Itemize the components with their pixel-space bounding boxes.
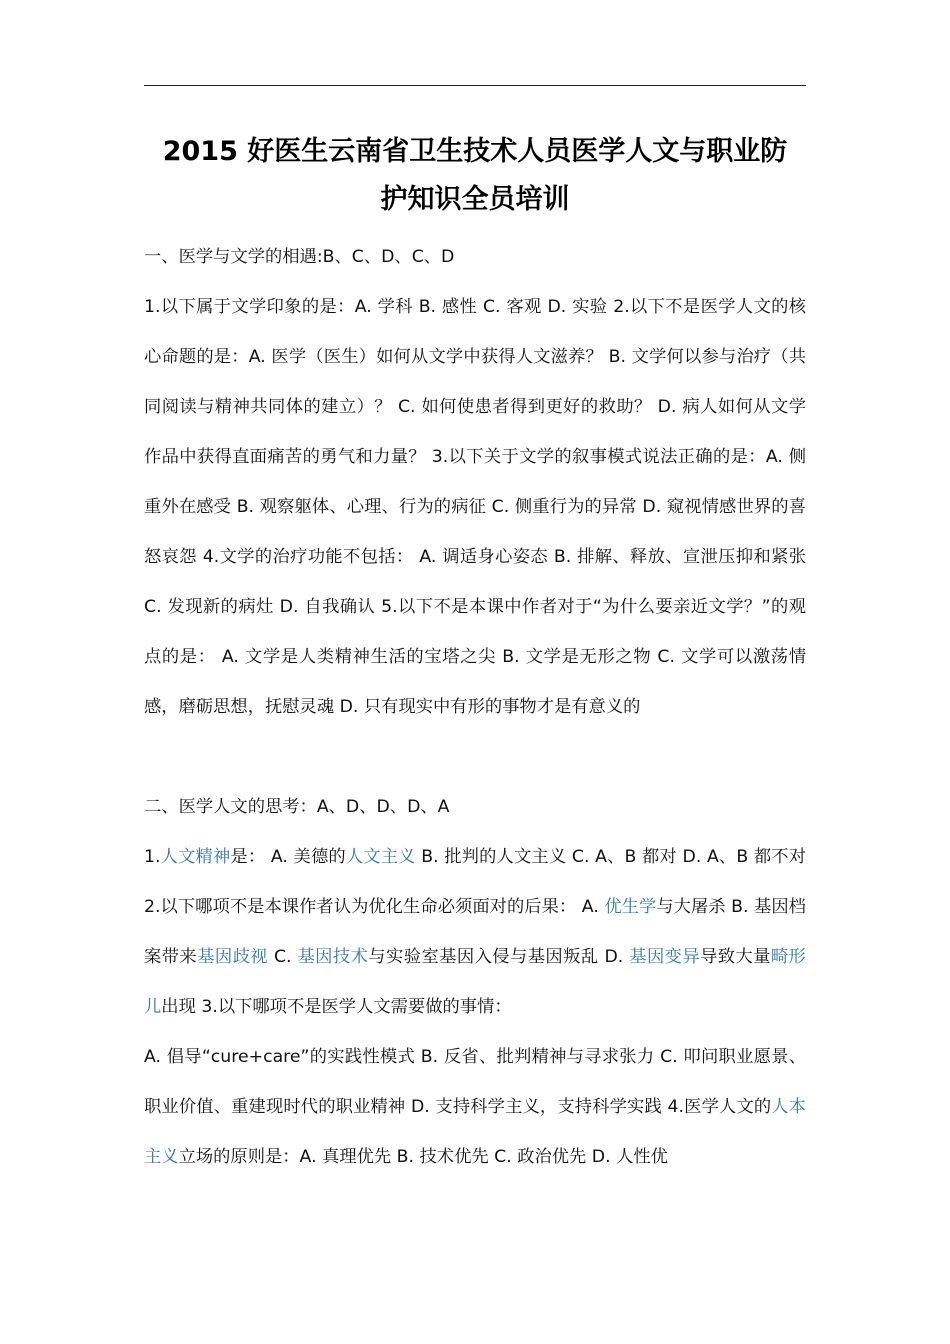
document-title	[144, 128, 806, 224]
text-run: C.	[268, 947, 298, 967]
link-genetic-discrimination[interactable]: 基因歧视	[197, 947, 269, 967]
text-run: 立场的原则是：A. 真理优先 B. 技术优先 C. 政治优先 D. 人性优	[178, 1147, 668, 1167]
title-line-2: 护知识全员培训	[380, 184, 570, 215]
link-genetic-technology[interactable]: 基因技术	[297, 947, 369, 967]
section-2-heading: 二、医学人文的思考：A、D、D、D、A	[144, 797, 450, 817]
link-humanism[interactable]: 人文主义	[345, 847, 416, 867]
title-line-1: 2015 好医生云南省卫生技术人员医学人文与职业防	[162, 136, 788, 167]
section-1-body: 1.以下属于文学印象的是：A. 学科 B. 感性 C. 客观 D. 实验 2.以下不是医学人文的核心命题的是：A. 医学（医生）如何从文学中获得人文滋养？ B. 文学何以参与治疗（共同阅读与精神共同体的建立）？ C. 如何使患者得到更好的救助？ D. 病人如何从文学作品中获得直面痛苦的勇气和力量？ 3.以下关于文学的叙事模式说法正确的是：A. 侧重外在感受 B. 观察躯体、心理、行为的病征 C. 侧重行为的异常 D. 窥视情感世界的喜怒哀怨 4.文学的治疗功能不包括： A. 调适身心姿态 B. 排解、释放、宣泄压抑和紧张 C. 发现新的病灶 D. 自我确认 5.以下不是本课中作者对于“为什么要亲近文学？”的观点的是： A. 文学是人类精神生活的宝塔之尖 B. 文学是无形之物 C. 文学可以激荡情感，磨砺思想，抚慰灵魂 D. 只有现实中有形的事物才是有意义的	[144, 297, 806, 717]
document-body	[144, 232, 806, 1182]
section-spacer	[144, 732, 806, 782]
text-run: 与实验室基因入侵与基因叛乱 D.	[368, 947, 630, 967]
header-rule	[144, 85, 806, 86]
text-run: A. 倡导“cure+care”的实践性模式 B. 反省、批判精神与寻求张力 C. 叩问职业愿景、职业价值、重建现时代的职业精神 D. 支持科学主义，支持科学实践 4.医学人文的	[144, 1047, 806, 1117]
section-2-paragraph-2	[144, 1032, 806, 1182]
text-run: 导致大量	[700, 947, 771, 967]
text-run: 与大屠杀 B. 基因档案带来	[144, 897, 806, 967]
text-run: B. 批判的人文主义 C. A、B 都对 D. A、B 都不对 2.以下哪项不是本课作者认为优化生命必须面对的后果： A.	[144, 847, 806, 917]
link-genetic-mutation[interactable]: 基因变异	[629, 947, 701, 967]
text-run: 是： A. 美德的	[230, 847, 346, 867]
link-humanistic-spirit[interactable]: 人文精神	[160, 847, 231, 867]
link-humanism-position[interactable]: 人本主义	[144, 1097, 806, 1167]
link-malformed-infant[interactable]: 畸形儿	[144, 947, 806, 1017]
text-run: 出现 3.以下哪项不是医学人文需要做的事情：	[161, 997, 512, 1017]
link-eugenics[interactable]: 优生学	[604, 897, 657, 917]
section-1-heading: 一、医学与文学的相遇:B、C、D、C、D	[144, 247, 455, 267]
text-run: 1.	[144, 847, 161, 867]
section-2-paragraph-1	[144, 832, 806, 1032]
